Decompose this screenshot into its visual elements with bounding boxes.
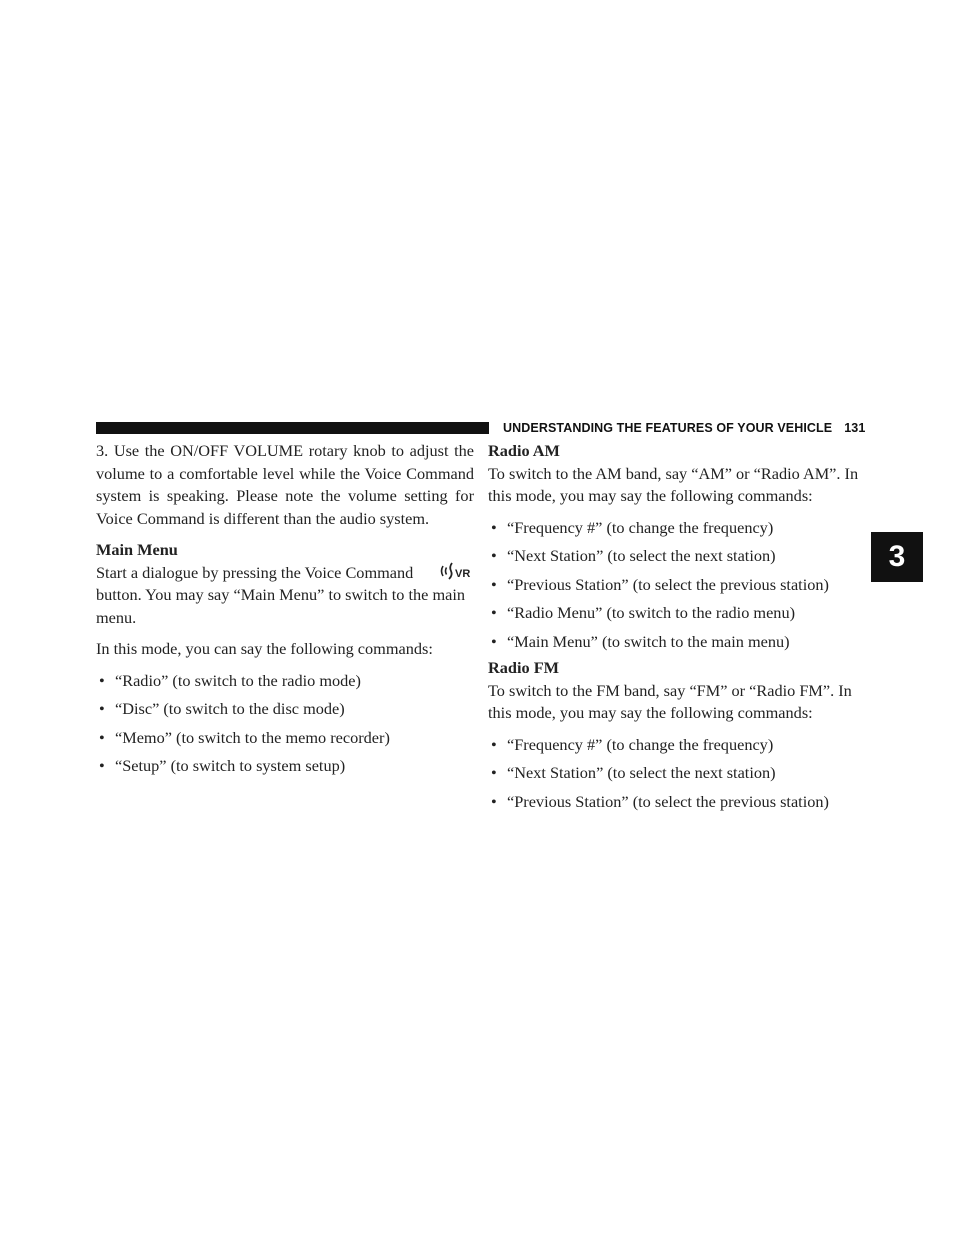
bullet-icon: •: [99, 699, 105, 718]
bullet-icon: •: [99, 727, 105, 747]
list-item-text: “Radio” (to switch to the radio mode): [115, 670, 361, 690]
main-menu-lead: In this mode, you can say the following commands:: [96, 639, 433, 658]
list-item: [488, 602, 868, 625]
radio-fm-heading: Radio FM: [488, 658, 559, 677]
bullet-icon: •: [491, 791, 497, 811]
bullet-icon: •: [491, 517, 497, 537]
bullet-icon: •: [491, 763, 497, 782]
list-item: [488, 545, 868, 568]
list-item-text: “Next Station” (to select the next station): [507, 763, 776, 782]
bullet-icon: •: [491, 631, 497, 651]
list-item: [488, 574, 868, 597]
bullet-icon: •: [491, 603, 497, 622]
right-column: [488, 440, 868, 813]
main-menu-intro-line1: Start a dialogue by pressing the Voice Command: [96, 562, 414, 582]
section-title: UNDERSTANDING THE FEATURES OF YOUR VEHICLE: [503, 421, 833, 435]
list-item-text: “Frequency #” (to change the frequency): [507, 734, 774, 754]
main-menu-intro-rest: button. You may say “Main Menu” to switch to the main menu.: [96, 585, 466, 627]
list-item-text: “Previous Station” (to select the previous station): [507, 574, 829, 594]
list-item: [488, 517, 868, 540]
page-number: 131: [844, 421, 866, 435]
list-item-text: “Main Menu” (to switch to the main menu): [507, 631, 790, 651]
main-menu-heading: Main Menu: [96, 540, 178, 559]
radio-fm-intro: To switch to the FM band, say “FM” or “Radio FM”. In this mode, you may say the following commands:: [488, 680, 852, 722]
list-item-text: “Next Station” (to select the next station): [507, 546, 776, 565]
voice-command-icon: [440, 562, 474, 580]
main-menu-intro: [96, 562, 474, 630]
list-item: [488, 762, 868, 785]
list-item-text: “Setup” (to switch to system setup): [115, 756, 346, 775]
chapter-tab: 3: [871, 532, 923, 582]
left-column: [96, 440, 474, 778]
bullet-icon: •: [491, 734, 497, 754]
list-item: [96, 727, 474, 750]
bullet-icon: •: [491, 574, 497, 594]
list-item: [96, 670, 474, 693]
radio-am-intro: To switch to the AM band, say “AM” or “Radio AM”. In this mode, you may say the following commands:: [488, 463, 859, 505]
list-item: [488, 631, 868, 654]
list-item-text: “Disc” (to switch to the disc mode): [115, 699, 345, 718]
radio-am-heading: Radio AM: [488, 441, 560, 460]
bullet-icon: •: [99, 670, 105, 690]
list-item-text: “Previous Station” (to select the previous station): [507, 791, 829, 811]
header-rule: [96, 422, 489, 434]
list-item-text: “Radio Menu” (to switch to the radio menu): [507, 603, 796, 622]
bullet-icon: •: [491, 546, 497, 565]
list-item: [488, 734, 868, 757]
list-item-text: “Frequency #” (to change the frequency): [507, 517, 774, 537]
list-item: [488, 791, 868, 814]
bullet-icon: •: [99, 756, 105, 775]
svg-text:VR: VR: [455, 567, 471, 580]
list-item: [96, 755, 474, 778]
step-3-paragraph: 3. Use the ON/OFF VOLUME rotary knob to adjust the volume to a comfortable level while the Voice Command system is speaking. Please note the volume setting for Voice Command is different than the audio system.: [96, 441, 474, 528]
running-header: [503, 418, 865, 438]
list-item: [96, 698, 474, 721]
list-item-text: “Memo” (to switch to the memo recorder): [115, 727, 390, 747]
